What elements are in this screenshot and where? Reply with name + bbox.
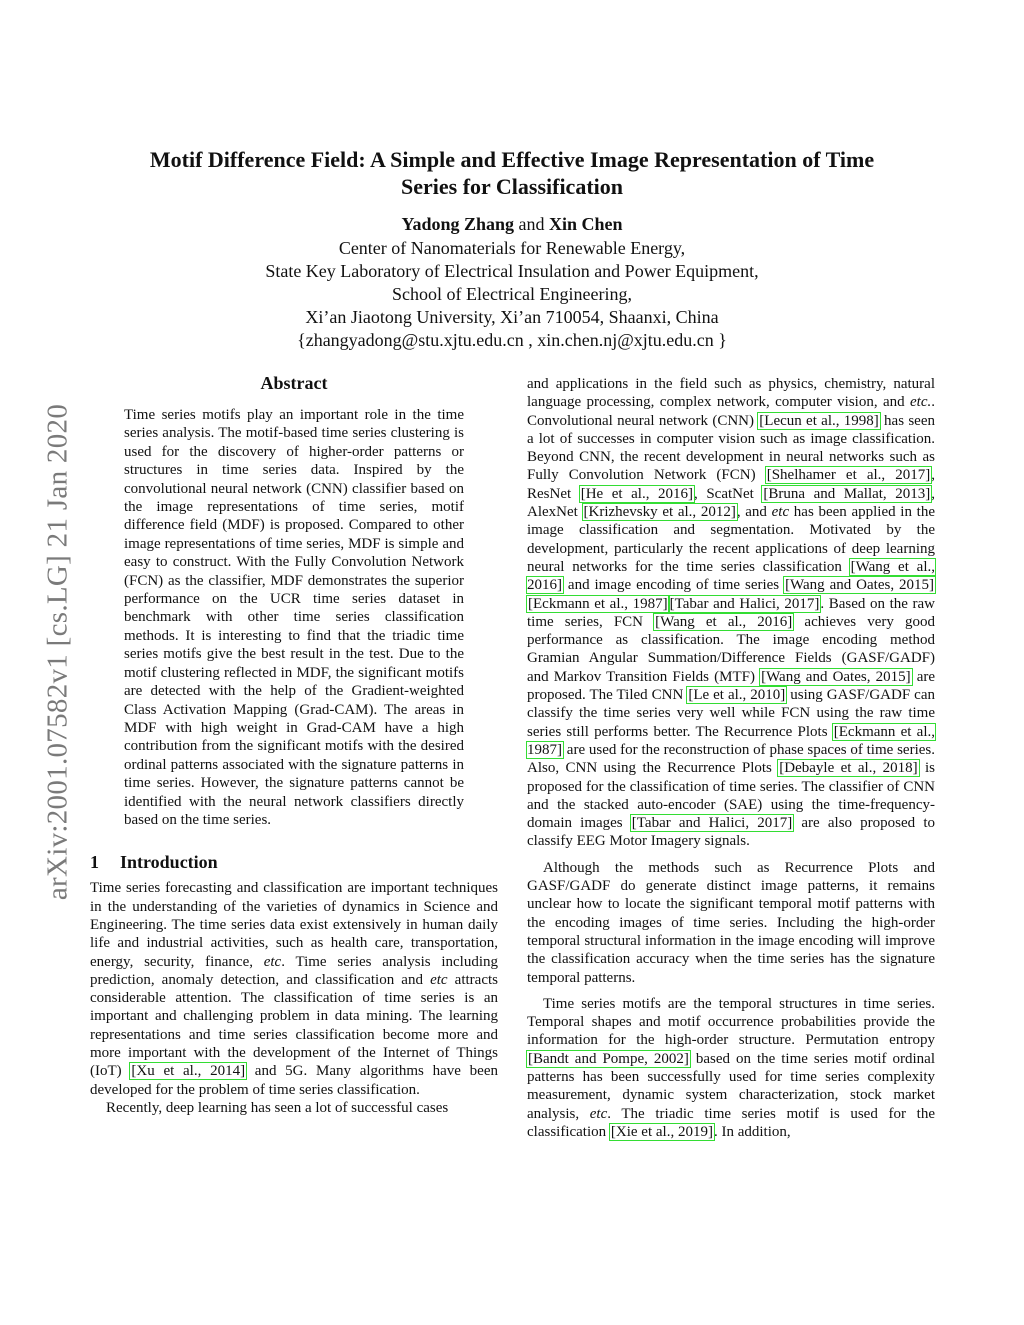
text-run: attracts considerable attention. The classification of time series is an important and challenging problem in data mining. The learning representations and time series classification become more and more important with the development of the Internet of Things (IoT) [90,971,498,1080]
text-run: . Time series analysis including prediction, anomaly detection, and classification and [90,953,498,988]
right-column [527,375,935,1141]
citation-link[interactable]: [Xu et al., 2014] [131,1063,246,1080]
right-paragraph-3 [527,995,935,1141]
paper-title-line-1: Motif Difference Field: A Simple and Effective Image Representation of Time [149,147,875,172]
paper-title [90,146,934,200]
author-2: Xin Chen [549,214,623,234]
text-run-italic: etc [263,953,282,970]
text-run: and image encoding of time series [563,577,785,594]
citation-link[interactable]: [Eckmann et al., 1987] [527,723,935,758]
text-run: is proposed for the classification of time series. The classifier of CNN and the stacked auto-encoder (SAE) using the time-frequency-domain images [527,760,935,832]
section-heading-introduction [90,851,498,873]
text-run: Time series motifs are the temporal structures in time series. Temporal shapes and motif occurrence probabilities provide the information for the high-order structure. Permutation entropy [527,995,935,1049]
text-run: , AlexNet [527,485,935,521]
intro-paragraph-2: Recently, deep learning has seen a lot of successful cases [106,1099,449,1116]
citation-link[interactable]: [Xie et al., 2019] [610,1123,713,1140]
citation-link[interactable]: [Wang and Oates, 2015] [761,668,911,685]
citation-link[interactable]: [Shelhamer et al., 2017] [766,467,931,484]
text-run-italic: etc. [910,394,932,411]
text-run: based on the time series motif ordinal patterns has been successfully used for time series complexity measurement, dynamic system characterization, stock market analysis, [527,1050,935,1122]
citation-link[interactable]: [Lecun et al., 1998] [759,412,879,429]
text-run-italic: etc [771,504,790,521]
section-number: 1 [90,852,99,873]
citation-link[interactable]: [Wang and Oates, 2015] [785,577,934,594]
text-run: . In addition, [713,1123,791,1140]
citation-link[interactable]: [Wang et al., 2016] [527,558,935,594]
author-1: Yadong Zhang [401,214,515,234]
author-list [90,213,934,235]
text-run: and applications in the field such as physics, chemistry, natural language processing, complex network, computer vision, and [527,376,935,411]
text-run: are used for the reconstruction of phase spaces of time series. Also, CNN using the Recurrence Plots [527,741,935,777]
text-run: has been applied in the image classification and segmentation. Motivated by the development, particularly the recent applications of deep learning neural networks for the time series classification [527,504,935,575]
citation-link[interactable]: [Eckmann et al., 1987] [528,595,668,612]
text-run: are also proposed to classify EEG Motor Imagery signals. [527,815,935,850]
affiliation-line: Xi’an Jiaotong University, Xi’an 710054, Shaanxi, China [305,307,719,327]
text-run: . Based on the raw time series, FCN [527,595,935,630]
intro-paragraph-1 [90,879,498,1099]
text-run: Time series forecasting and classification are important techniques in the understanding of the varieties of dynamics in Science and Engineering. The time series data exist extensively in human daily life and industrial activities, such as health care, transportation, energy, security, finance, [90,880,498,970]
affiliation-block [90,237,934,352]
citation-link[interactable]: [Krizhevsky et al., 2012] [583,504,736,521]
text-run: , and [736,504,772,521]
arxiv-identifier-stamp: arXiv:2001.07582v1 [cs.LG] 21 Jan 2020 [41,403,74,901]
left-column [90,372,498,1117]
citation-link[interactable]: [Debayle et al., 2018] [779,760,918,777]
text-run: achieves very good performance as classification. The image encoding method Gramian Angular Summation/Difference Fields (GASF/GADF) and Markov Transition Fields (MTF) [527,613,935,685]
citation-link[interactable]: [Le et al., 2010] [688,687,786,704]
paper-title-line-2: Series for Classification [400,174,623,199]
text-run: . The triadic time series motif is used for the classification [527,1105,935,1140]
abstract-text: Time series motifs play an important role in the time series analysis. The motif-based time series clustering is used for the discovery of higher-order patterns or structures in time series data. Inspired by the convolutional neural network (CNN) classifier based on the image representations of time series, motif difference field (MDF) is proposed. Compared to other image representations of time series, MDF is simple and easy to construct. With the Fully Convolution Network (FCN) as the classifier, MDF demonstrates the superior performance on the UCR time series dataset in benchmark with other time series classification methods. It is interesting to find that the triadic time series motifs give the best result in the test. Due to the motif clustering reflected in MDF, the significant motifs are detected with the help of the Gradient-weighted Class Activation Mapping (Grad-CAM). The areas in MDF with high weight in Grad-CAM have a high contribution from the significant motifs with the desired ordinal patterns associated with the signature patterns in time series. However, the signature patterns cannot be identified with the neural network classifiers directly based on the time series. [124,407,464,828]
citation-link[interactable]: [Tabar and Halici, 2017] [631,815,793,832]
citation-link[interactable]: [Wang et al., 2016] [655,613,793,630]
affiliation-line: State Key Laboratory of Electrical Insulation and Power Equipment, [265,261,759,281]
text-run: . Convolutional neural network (CNN) [527,394,935,429]
affiliation-line: School of Electrical Engineering, [392,284,632,304]
text-run: using GASF/GADF can classify the time series very well while FCN using the raw time series still performs better. The Recurrence Plots [527,687,935,740]
right-paragraph-2: Although the methods such as Recurrence Plots and GASF/GADF do generate distinct image patterns, it remains unclear how to locate the significant temporal motif patterns with the encoding images of time series. Including the high-order temporal structural information in the image encoding will improve the classification accuracy when the time series has the signature temporal patterns. [527,859,935,986]
citation-link[interactable]: [Bruna and Mallat, 2013] [763,485,931,502]
section-title: Introduction [120,852,218,873]
abstract-heading: Abstract [260,373,328,393]
citation-link[interactable]: [Bandt and Pompe, 2002] [528,1050,689,1067]
text-run-italic: etc [430,971,448,988]
right-paragraph-1 [527,375,935,851]
citation-link[interactable]: [Tabar and Halici, 2017] [669,595,820,612]
text-run: are proposed. The Tiled CNN [527,668,935,704]
text-run: , ScatNet [694,485,763,502]
text-run: , ResNet [527,467,936,502]
author-connector: and [518,214,545,234]
text-run: and 5G. Many algorithms have been developed for the problem of time series classification. [90,1063,498,1098]
affiliation-line: Center of Nanomaterials for Renewable Energy, [338,238,686,258]
text-run: has seen a lot of successes in computer vision such as image classification. Beyond CNN, the recent development in neural networks such as Fully Convolution Network (FCN) [527,412,935,484]
author-emails: {zhangyadong@stu.xjtu.edu.cn , xin.chen.nj@xjtu.edu.cn } [297,330,727,350]
citation-link[interactable]: [He et al., 2016] [580,485,694,502]
text-run-italic: etc [589,1105,608,1122]
